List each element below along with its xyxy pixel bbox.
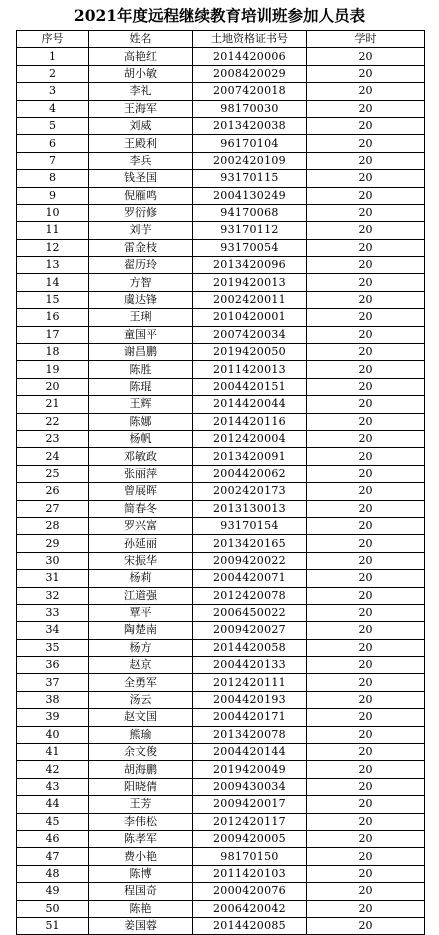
name-cell: 杨莉 <box>89 570 193 587</box>
study-hours-cell: 20 <box>307 483 425 500</box>
name-cell: 陈娜 <box>89 413 193 430</box>
name-cell: 余文俊 <box>89 744 193 761</box>
certificate-number-cell: 98170150 <box>193 848 307 865</box>
certificate-number-cell: 2009420022 <box>193 552 307 569</box>
serial-number-cell: 32 <box>17 587 89 604</box>
study-hours-cell: 20 <box>307 744 425 761</box>
table-row <box>17 883 425 900</box>
name-cell: 阳晓倩 <box>89 778 193 795</box>
study-hours-cell: 20 <box>307 830 425 847</box>
serial-number-cell: 36 <box>17 657 89 674</box>
table-row <box>17 257 425 274</box>
certificate-number-cell: 2007420034 <box>193 326 307 343</box>
table-row <box>17 917 425 934</box>
serial-number-cell: 50 <box>17 900 89 917</box>
page-title: 2021年度远程继续教育培训班参加人员表 <box>73 6 366 25</box>
serial-number-cell: 2 <box>17 65 89 82</box>
study-hours-cell: 20 <box>307 604 425 621</box>
table-row <box>17 761 425 778</box>
name-cell: 邓敏政 <box>89 448 193 465</box>
name-cell: 汤云 <box>89 691 193 708</box>
certificate-number-cell: 2012420117 <box>193 813 307 830</box>
study-hours-cell: 20 <box>307 48 425 65</box>
name-cell: 程国奇 <box>89 883 193 900</box>
study-hours-cell: 20 <box>307 135 425 152</box>
table-row <box>17 344 425 361</box>
header-row <box>17 31 425 48</box>
study-hours-cell: 20 <box>307 517 425 534</box>
study-hours-cell: 20 <box>307 500 425 517</box>
name-cell: 曾展晖 <box>89 483 193 500</box>
name-cell: 刘芋 <box>89 222 193 239</box>
serial-number-cell: 30 <box>17 552 89 569</box>
table-row <box>17 570 425 587</box>
name-cell: 费小艳 <box>89 848 193 865</box>
study-hours-cell: 20 <box>307 100 425 117</box>
serial-number-cell: 22 <box>17 413 89 430</box>
certificate-number-cell: 2008420029 <box>193 65 307 82</box>
certificate-number-cell: 2014420085 <box>193 917 307 934</box>
name-cell: 熊瑜 <box>89 726 193 743</box>
study-hours-cell: 20 <box>307 796 425 813</box>
serial-number-cell: 44 <box>17 796 89 813</box>
study-hours-cell: 20 <box>307 448 425 465</box>
certificate-number-cell: 2011420013 <box>193 361 307 378</box>
certificate-number-cell: 2009420017 <box>193 796 307 813</box>
table-row <box>17 239 425 256</box>
name-cell: 李礼 <box>89 83 193 100</box>
serial-number-cell: 21 <box>17 396 89 413</box>
table-row <box>17 170 425 187</box>
table-row <box>17 552 425 569</box>
serial-number-cell: 25 <box>17 465 89 482</box>
serial-number-cell: 27 <box>17 500 89 517</box>
table-row <box>17 361 425 378</box>
table-row <box>17 448 425 465</box>
table-row <box>17 796 425 813</box>
serial-number-cell: 29 <box>17 535 89 552</box>
certificate-number-cell: 2004420071 <box>193 570 307 587</box>
serial-number-cell: 24 <box>17 448 89 465</box>
study-hours-cell: 20 <box>307 900 425 917</box>
serial-number-cell: 40 <box>17 726 89 743</box>
study-hours-cell: 20 <box>307 222 425 239</box>
study-hours-cell: 20 <box>307 657 425 674</box>
name-cell: 虞达锋 <box>89 291 193 308</box>
study-hours-cell: 20 <box>307 587 425 604</box>
serial-number-cell: 39 <box>17 709 89 726</box>
serial-number-cell: 1 <box>17 48 89 65</box>
certificate-number-cell: 2019420050 <box>193 344 307 361</box>
serial-number-cell: 28 <box>17 517 89 534</box>
serial-number-cell: 18 <box>17 344 89 361</box>
table-row <box>17 744 425 761</box>
serial-number-cell: 20 <box>17 378 89 395</box>
study-hours-cell: 20 <box>307 117 425 134</box>
study-hours-cell: 20 <box>307 326 425 343</box>
certificate-number-cell: 93170115 <box>193 170 307 187</box>
name-cell: 钱圣国 <box>89 170 193 187</box>
serial-number-cell: 42 <box>17 761 89 778</box>
name-cell: 胡海鹏 <box>89 761 193 778</box>
name-cell: 李伟松 <box>89 813 193 830</box>
certificate-number-cell: 2009420005 <box>193 830 307 847</box>
table-row <box>17 865 425 882</box>
certificate-number-cell: 2012420004 <box>193 430 307 447</box>
certificate-number-cell: 2004420062 <box>193 465 307 482</box>
name-cell: 陈琨 <box>89 378 193 395</box>
table-row <box>17 204 425 221</box>
study-hours-cell: 20 <box>307 413 425 430</box>
name-cell: 高艳红 <box>89 48 193 65</box>
table-row <box>17 274 425 291</box>
name-cell: 方智 <box>89 274 193 291</box>
column-header-name: 姓名 <box>89 31 193 48</box>
roster-table <box>16 30 425 935</box>
serial-number-cell: 7 <box>17 152 89 169</box>
table-row <box>17 65 425 82</box>
table-row <box>17 83 425 100</box>
name-cell: 翟历玲 <box>89 257 193 274</box>
serial-number-cell: 16 <box>17 309 89 326</box>
study-hours-cell: 20 <box>307 204 425 221</box>
name-cell: 罗衍修 <box>89 204 193 221</box>
certificate-number-cell: 2006420042 <box>193 900 307 917</box>
certificate-number-cell: 2013420096 <box>193 257 307 274</box>
study-hours-cell: 20 <box>307 309 425 326</box>
name-cell: 孙延丽 <box>89 535 193 552</box>
certificate-number-cell: 2011420103 <box>193 865 307 882</box>
table-row <box>17 778 425 795</box>
table-row <box>17 117 425 134</box>
table-row <box>17 604 425 621</box>
table-row <box>17 309 425 326</box>
serial-number-cell: 15 <box>17 291 89 308</box>
study-hours-cell: 20 <box>307 378 425 395</box>
table-row <box>17 813 425 830</box>
name-cell: 姜国蓉 <box>89 917 193 934</box>
certificate-number-cell: 93170054 <box>193 239 307 256</box>
table-row <box>17 691 425 708</box>
serial-number-cell: 13 <box>17 257 89 274</box>
serial-number-cell: 48 <box>17 865 89 882</box>
study-hours-cell: 20 <box>307 622 425 639</box>
name-cell: 覃平 <box>89 604 193 621</box>
certificate-number-cell: 2014420006 <box>193 48 307 65</box>
certificate-number-cell: 2004130249 <box>193 187 307 204</box>
study-hours-cell: 20 <box>307 778 425 795</box>
certificate-number-cell: 2004420144 <box>193 744 307 761</box>
study-hours-cell: 20 <box>307 535 425 552</box>
table-row <box>17 100 425 117</box>
study-hours-cell: 20 <box>307 917 425 934</box>
table-row <box>17 517 425 534</box>
study-hours-cell: 20 <box>307 865 425 882</box>
certificate-number-cell: 2013420038 <box>193 117 307 134</box>
serial-number-cell: 35 <box>17 639 89 656</box>
name-cell: 杨方 <box>89 639 193 656</box>
serial-number-cell: 3 <box>17 83 89 100</box>
table-row <box>17 830 425 847</box>
table-row <box>17 483 425 500</box>
study-hours-cell: 20 <box>307 465 425 482</box>
table-row <box>17 326 425 343</box>
name-cell: 童国平 <box>89 326 193 343</box>
table-row <box>17 587 425 604</box>
name-cell: 王海军 <box>89 100 193 117</box>
serial-number-cell: 9 <box>17 187 89 204</box>
table-row <box>17 639 425 656</box>
column-header-certificate-number: 土地资格证书号 <box>193 31 307 48</box>
serial-number-cell: 26 <box>17 483 89 500</box>
study-hours-cell: 20 <box>307 239 425 256</box>
serial-number-cell: 6 <box>17 135 89 152</box>
certificate-number-cell: 93170112 <box>193 222 307 239</box>
certificate-number-cell: 2000420076 <box>193 883 307 900</box>
serial-number-cell: 37 <box>17 674 89 691</box>
name-cell: 赵京 <box>89 657 193 674</box>
study-hours-cell: 20 <box>307 691 425 708</box>
study-hours-cell: 20 <box>307 257 425 274</box>
table-row <box>17 500 425 517</box>
certificate-number-cell: 2019420013 <box>193 274 307 291</box>
certificate-number-cell: 2009420027 <box>193 622 307 639</box>
table-row <box>17 465 425 482</box>
table-row <box>17 622 425 639</box>
name-cell: 倪雁鸣 <box>89 187 193 204</box>
serial-number-cell: 34 <box>17 622 89 639</box>
serial-number-cell: 23 <box>17 430 89 447</box>
certificate-number-cell: 2007420018 <box>193 83 307 100</box>
certificate-number-cell: 96170104 <box>193 135 307 152</box>
table-row <box>17 396 425 413</box>
serial-number-cell: 19 <box>17 361 89 378</box>
name-cell: 简春冬 <box>89 500 193 517</box>
serial-number-cell: 49 <box>17 883 89 900</box>
certificate-number-cell: 2004420151 <box>193 378 307 395</box>
serial-number-cell: 43 <box>17 778 89 795</box>
study-hours-cell: 20 <box>307 883 425 900</box>
name-cell: 陈胜 <box>89 361 193 378</box>
name-cell: 胡小敏 <box>89 65 193 82</box>
certificate-number-cell: 2014420116 <box>193 413 307 430</box>
table-row <box>17 848 425 865</box>
certificate-number-cell: 2012420111 <box>193 674 307 691</box>
study-hours-cell: 20 <box>307 274 425 291</box>
table-row <box>17 726 425 743</box>
name-cell: 陈孝军 <box>89 830 193 847</box>
table-row <box>17 535 425 552</box>
name-cell: 赵文国 <box>89 709 193 726</box>
serial-number-cell: 10 <box>17 204 89 221</box>
study-hours-cell: 20 <box>307 152 425 169</box>
name-cell: 雷金枝 <box>89 239 193 256</box>
study-hours-cell: 20 <box>307 726 425 743</box>
name-cell: 全勇军 <box>89 674 193 691</box>
study-hours-cell: 20 <box>307 291 425 308</box>
name-cell: 宋振华 <box>89 552 193 569</box>
table-row <box>17 48 425 65</box>
serial-number-cell: 14 <box>17 274 89 291</box>
table-header <box>17 31 425 48</box>
name-cell: 王琍 <box>89 309 193 326</box>
certificate-number-cell: 2014420044 <box>193 396 307 413</box>
serial-number-cell: 11 <box>17 222 89 239</box>
table-row <box>17 709 425 726</box>
study-hours-cell: 20 <box>307 709 425 726</box>
study-hours-cell: 20 <box>307 552 425 569</box>
study-hours-cell: 20 <box>307 344 425 361</box>
certificate-number-cell: 2004420171 <box>193 709 307 726</box>
certificate-number-cell: 2002420011 <box>193 291 307 308</box>
study-hours-cell: 20 <box>307 83 425 100</box>
table-row <box>17 222 425 239</box>
serial-number-cell: 4 <box>17 100 89 117</box>
table-row <box>17 413 425 430</box>
certificate-number-cell: 2019420049 <box>193 761 307 778</box>
serial-number-cell: 38 <box>17 691 89 708</box>
column-header-study-hours: 学时 <box>307 31 425 48</box>
certificate-number-cell: 93170154 <box>193 517 307 534</box>
table-row <box>17 187 425 204</box>
serial-number-cell: 45 <box>17 813 89 830</box>
study-hours-cell: 20 <box>307 187 425 204</box>
certificate-number-cell: 2006450022 <box>193 604 307 621</box>
study-hours-cell: 20 <box>307 570 425 587</box>
certificate-number-cell: 2013130013 <box>193 500 307 517</box>
table-row <box>17 674 425 691</box>
serial-number-cell: 8 <box>17 170 89 187</box>
column-header-serial-number: 序号 <box>17 31 89 48</box>
table-row <box>17 900 425 917</box>
certificate-number-cell: 98170030 <box>193 100 307 117</box>
certificate-number-cell: 2004420133 <box>193 657 307 674</box>
study-hours-cell: 20 <box>307 396 425 413</box>
certificate-number-cell: 94170068 <box>193 204 307 221</box>
serial-number-cell: 5 <box>17 117 89 134</box>
certificate-number-cell: 2013420078 <box>193 726 307 743</box>
name-cell: 陈艳 <box>89 900 193 917</box>
name-cell: 陈博 <box>89 865 193 882</box>
serial-number-cell: 33 <box>17 604 89 621</box>
name-cell: 谢昌鹏 <box>89 344 193 361</box>
serial-number-cell: 46 <box>17 830 89 847</box>
serial-number-cell: 41 <box>17 744 89 761</box>
study-hours-cell: 20 <box>307 813 425 830</box>
serial-number-cell: 12 <box>17 239 89 256</box>
serial-number-cell: 31 <box>17 570 89 587</box>
certificate-number-cell: 2010420001 <box>193 309 307 326</box>
study-hours-cell: 20 <box>307 761 425 778</box>
study-hours-cell: 20 <box>307 848 425 865</box>
name-cell: 江道强 <box>89 587 193 604</box>
name-cell: 王辉 <box>89 396 193 413</box>
certificate-number-cell: 2009430034 <box>193 778 307 795</box>
table-row <box>17 152 425 169</box>
name-cell: 陶楚南 <box>89 622 193 639</box>
certificate-number-cell: 2014420058 <box>193 639 307 656</box>
study-hours-cell: 20 <box>307 639 425 656</box>
table-row <box>17 135 425 152</box>
name-cell: 李兵 <box>89 152 193 169</box>
table-row <box>17 657 425 674</box>
serial-number-cell: 17 <box>17 326 89 343</box>
study-hours-cell: 20 <box>307 674 425 691</box>
certificate-number-cell: 2002420109 <box>193 152 307 169</box>
serial-number-cell: 47 <box>17 848 89 865</box>
certificate-number-cell: 2004420193 <box>193 691 307 708</box>
table-row <box>17 291 425 308</box>
study-hours-cell: 20 <box>307 430 425 447</box>
study-hours-cell: 20 <box>307 65 425 82</box>
certificate-number-cell: 2002420173 <box>193 483 307 500</box>
certificate-number-cell: 2013420091 <box>193 448 307 465</box>
study-hours-cell: 20 <box>307 361 425 378</box>
name-cell: 杨帆 <box>89 430 193 447</box>
table-row <box>17 430 425 447</box>
name-cell: 罗兴富 <box>89 517 193 534</box>
name-cell: 张丽萍 <box>89 465 193 482</box>
study-hours-cell: 20 <box>307 170 425 187</box>
name-cell: 王殿利 <box>89 135 193 152</box>
name-cell: 王芳 <box>89 796 193 813</box>
name-cell: 刘威 <box>89 117 193 134</box>
certificate-number-cell: 2013420165 <box>193 535 307 552</box>
certificate-number-cell: 2012420078 <box>193 587 307 604</box>
table-row <box>17 378 425 395</box>
table-body <box>17 48 425 935</box>
serial-number-cell: 51 <box>17 917 89 934</box>
